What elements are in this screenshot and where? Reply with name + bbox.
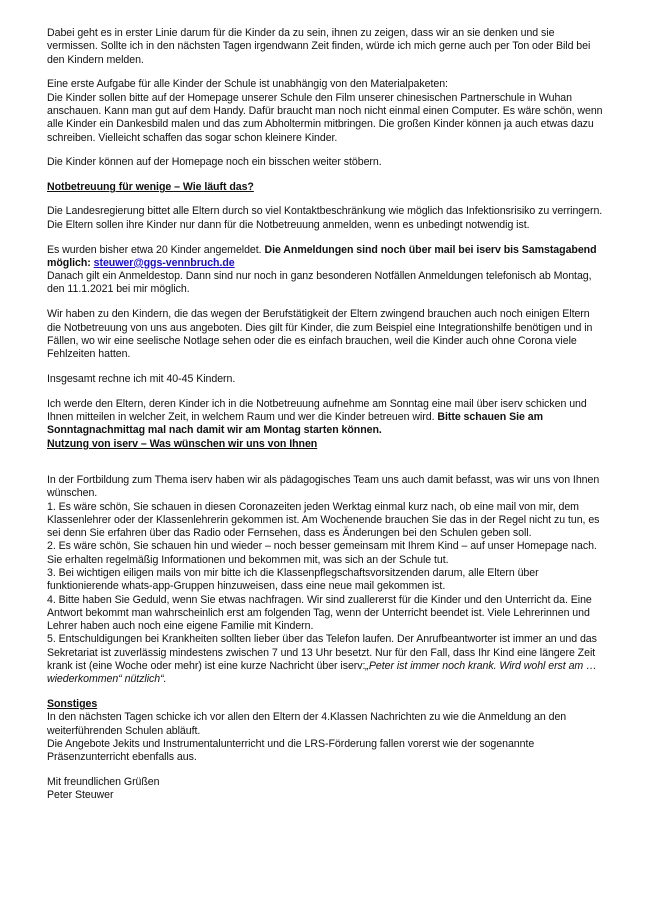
iserv-heading: Nutzung von iserv – Was wünschen wir uns von Ihnen (47, 437, 318, 450)
sonstiges-paragraph (47, 711, 605, 764)
notbetreuung-paragraph-1: Die Landesregierung bittet alle Eltern durch so viel Kontaktbeschränkung wie möglich das Infektionsrisiko zu verringern. Die Eltern sollen ihre Kinder nur dann für die Notbetreuung anmelden, wenn es unbedingt notwendig ist. (47, 205, 603, 231)
registration-deadline-text: Die Anmeldungen sind noch über mail bei iserv bis Samstagabend möglich: (47, 243, 597, 269)
notbetreuung-heading: Notbetreuung für wenige – Wie läuft das? (47, 181, 254, 194)
registration-stop-text: Danach gilt ein Anmeldestop. Dann sind nur noch in ganz besonderen Notfällen Anmeldungen telefonisch ab Montag, den 11.1.2021 bei mir möglich. (47, 270, 592, 296)
task-intro-line: Eine erste Aufgabe für alle Kinder der Schule ist unabhängig von den Materialpaketen: (47, 78, 448, 91)
iserv-item-2: 2. Es wäre schön, Sie schauen hin und wieder – noch besser gemeinsam mit Ihrem Kind – auf unser Homepage nach. Sie erhalten regelmäßig Informationen und bekommen mit, was sich an der Schule tut. (47, 540, 597, 566)
sunday-mail-bold: Bitte schauen Sie am Sonntagnachmittag mal nach damit wir am Montag starten können. (47, 411, 543, 437)
notbetreuung-registration (47, 244, 605, 297)
notbetreuung-sunday-mail (47, 398, 605, 438)
task-paragraph (47, 78, 605, 144)
sunday-mail-text: Ich werde den Eltern, deren Kinder ich in die Notbetreuung aufnehme am Sonntag eine mail über iserv schicken und Ihnen mitteilen in welcher Zeit, in welchem Raum und wer die Kinder betreuen wird. (47, 397, 587, 424)
sonstiges-heading: Sonstiges (47, 698, 98, 711)
iserv-list (47, 474, 605, 687)
sonstiges-line-1: In den nächsten Tagen schicke ich vor allen den Eltern der 4.Klassen Nachrichten zu wie die Anmeldung an den weiterführenden Schulen abläuft. (47, 711, 567, 737)
iserv-item-4: 4. Bitte haben Sie Geduld, wenn Sie etwas nachfragen. Wir sind zuallererst für die Kinder und den Unterricht da. Eine Antwort bekommt man wahrscheinlich erst am folgenden Tag, wenn der Unterricht beendet ist. Viele Lehrerinnen und Lehrer haben auch noch eine eigene Familie mit Kindern. (47, 593, 592, 633)
iserv-item-5: 5. Entschuldigungen bei Krankheiten sollten lieber über das Telefon laufen. Der Anrufbeantworter ist immer an und das Sekretariat ist zuverlässig mindestens zwischen 7 und 13 Uhr besetzt. Nur für den Fall, dass Ihr Kind eine längere Zeit krank ist (eine Woche oder mehr) ist eine kurze Nachricht über iserv: (47, 633, 597, 673)
intro-paragraph: Dabei geht es in erster Linie darum für die Kinder da zu sein, ihnen zu zeigen, dass wir an sie denken und sie vermissen. Sollte ich in den nächsten Tagen irgendwann Zeit finden, würde ich mich gerne auch per Ton oder Bild bei den Kindern melden. (47, 27, 591, 66)
iserv-item-5-example: „Peter ist immer noch krank. Wird wohl erst am … wiederkommen“ nützlich“. (47, 660, 597, 686)
homepage-hint: Die Kinder können auf der Homepage noch ein bisschen weiter stöbern. (47, 156, 382, 169)
registration-count-text: Es wurden bisher etwa 20 Kinder angemeldet. (47, 243, 265, 256)
notbetreuung-paragraph-3: Wir haben zu den Kindern, die das wegen der Berufstätigkeit der Eltern zwingend brauchen auch noch einigen Eltern die Notbetreuung von uns aus angeboten. Dies gilt für Kinder, die zum Beispiel eine Integrationshilfe benötigen und in Fällen, wo wir eine seelische Notlage sehen oder die es einfach brauchen, weil die Kinder auch ohne Corona viele Fehlzeiten hatten. (47, 308, 593, 361)
iserv-item-1: 1. Es wäre schön, Sie schauen in diesen Coronazeiten jeden Werktag einmal kurz nach, ob eine mail von mir, dem Klassenlehrer oder der Klassenlehrerin gekommen ist. Am Wochenende brauchen Sie das in der Regel nicht zu tun, es sei denn Sie erfahren über das Radio oder Fernsehen, dass es Änderungen bei den Schulen geben soll. (47, 500, 600, 540)
task-description: Die Kinder sollen bitte auf der Homepage unserer Schule den Film unserer chinesischen Partnerschule in Wuhan anschauen. Kann man gut auf dem Handy. Dafür braucht man noch nicht einmal einen Computer. Es wäre schön, wenn alle Kinder ein Dankesbild malen und das zum Abholtermin mitbringen. Die großen Kinder können ja auch etwas dazu schreiben. Vielleicht schaffen das sogar schon kleinere Kinder. (47, 91, 603, 144)
iserv-intro: In der Fortbildung zum Thema iserv haben wir als pädagogisches Team uns auch damit befasst, was wir uns von Ihnen wünschen. (47, 473, 600, 500)
closing-greeting: Mit freundlichen Grüßen (47, 776, 160, 789)
letter-page (47, 27, 605, 803)
sonstiges-line-2: Die Angebote Jekits und Instrumentalunterricht und die LRS-Förderung fallen vorerst wie der sogenannte Präsenzunterricht ebenfalls aus. (47, 738, 535, 764)
signature-name: Peter Steuwer (47, 789, 114, 802)
notbetreuung-total: Insgesamt rechne ich mit 40-45 Kindern. (47, 372, 236, 385)
email-link[interactable]: steuwer@ggs-vennbruch.de (93, 256, 235, 269)
iserv-item-3: 3. Bei wichtigen eiligen mails von mir bitte ich die Klassenpflegschaftsvorsitzenden darum, alle Eltern über funktionierende whats-app-Gruppen hinzuweisen, dass eine neue mail gekommen ist. (47, 567, 539, 593)
closing (47, 776, 605, 803)
